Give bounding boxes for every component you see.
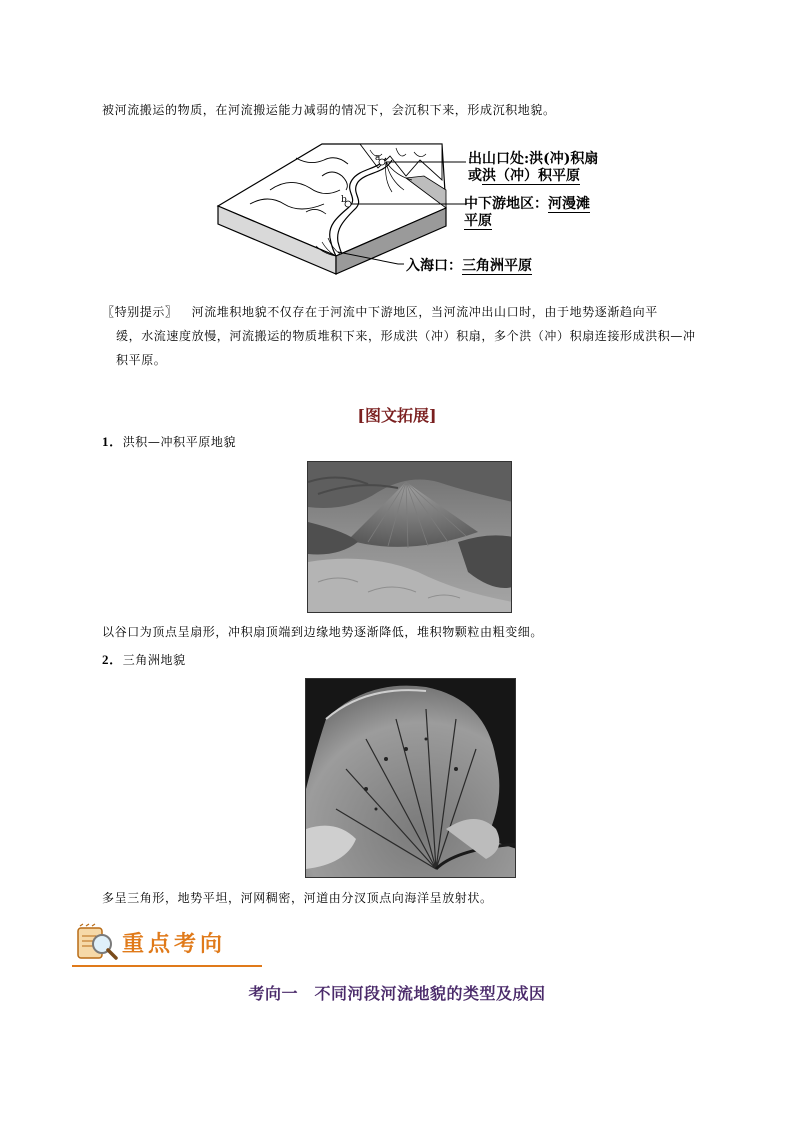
callout-a-line2 — [468, 168, 598, 185]
alluvial-fan-image — [308, 462, 512, 613]
key-direction-banner — [72, 922, 262, 968]
banner-underline — [72, 965, 262, 967]
callout-b-line1 — [464, 196, 590, 213]
delta-photo — [305, 678, 516, 878]
callout-alluvial-fan — [468, 151, 598, 185]
tip-line-1 — [102, 300, 732, 324]
delta-image — [306, 679, 516, 878]
alluvial-fan-photo — [307, 461, 512, 613]
item-1-title-text: 洪积—冲积平原地貌 — [122, 435, 237, 449]
callout-floodplain — [464, 196, 590, 230]
callout-b-underlined: 河漫滩 — [548, 196, 590, 212]
callout-b-prefix: 中下游地区： — [464, 196, 548, 212]
banner-title: 重点考向 — [122, 931, 227, 957]
item-2-caption: 多呈三角形，地势平坦，河网稠密，河道由分汊顶点向海洋呈放射状。 — [102, 891, 493, 905]
tip-line-3: 积平原。 — [116, 353, 167, 367]
item-2-number: 2． — [102, 652, 123, 667]
callout-c-underlined: 三角洲平原 — [462, 258, 532, 274]
subsection-title: 考向一 不同河段河流地貌的类型及成因 — [248, 984, 546, 1003]
callout-b-line2-text: 平原 — [464, 213, 492, 229]
tip-line-1-text: 河流堆积地貌不仅存在于河流中下游地区，当河流冲出山口时，由于地势逐渐趋向平 — [191, 305, 658, 319]
callout-c-prefix: 入海口： — [406, 258, 462, 274]
notepad-magnifier-icon — [72, 922, 120, 964]
marker-b: b — [341, 195, 347, 205]
item-1-caption: 以谷口为顶点呈扇形，冲积扇顶端到边缘地势逐渐降低，堆积物颗粒由粗变细。 — [102, 625, 544, 639]
item-2-title — [102, 648, 186, 672]
intro-text: 被河流搬运的物质，在河流搬运能力减弱的情况下，会沉积下来，形成沉积地貌。 — [102, 103, 556, 117]
marker-a: a — [375, 153, 381, 163]
callout-a-prefix: 或 — [468, 168, 482, 184]
callout-b-line2 — [464, 213, 590, 230]
special-tip — [102, 300, 732, 372]
tip-tag: 〖特别提示〗 — [102, 305, 178, 319]
callout-a-underlined: 洪（冲）积平原 — [482, 168, 580, 184]
callout-a-line1: 出山口处:洪(冲)积扇 — [468, 151, 599, 167]
item-1-title — [102, 430, 236, 454]
section-heading: [图文拓展] — [357, 406, 437, 425]
tip-line-2: 缓，水流速度放慢，河流搬运的物质堆积下来，形成洪（冲）积扇，多个洪（冲）积扇连接形成洪积—冲 — [116, 329, 696, 343]
item-1-number: 1． — [102, 434, 123, 449]
callout-delta — [406, 258, 532, 275]
item-2-title-text: 三角洲地貌 — [122, 653, 186, 667]
